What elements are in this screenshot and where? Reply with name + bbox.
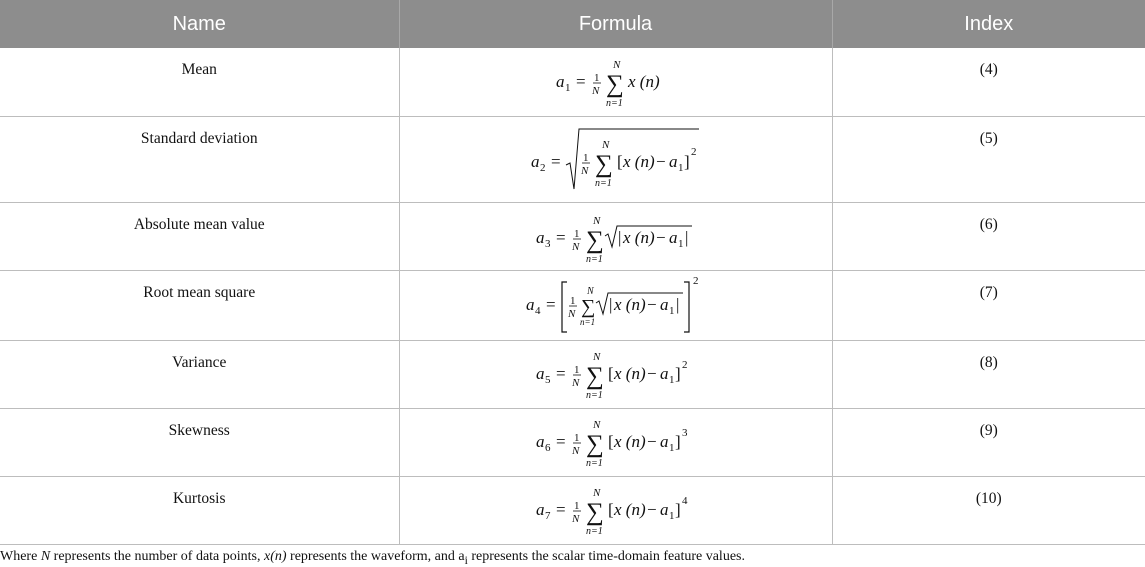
svg-text:[: [ xyxy=(607,500,614,519)
fraction-den: N xyxy=(591,84,599,97)
svg-text:N: N xyxy=(571,377,579,389)
row-formula xyxy=(399,48,832,116)
svg-text:6: 6 xyxy=(544,442,550,454)
svg-text:−: − xyxy=(646,295,657,314)
svg-text:1: 1 xyxy=(668,374,674,386)
svg-text:a: a xyxy=(530,152,539,171)
svg-text:−: − xyxy=(646,432,657,451)
row-formula xyxy=(399,340,832,408)
row-index: (10) xyxy=(832,476,1145,544)
row-formula xyxy=(399,202,832,270)
svg-text:n=1: n=1 xyxy=(585,390,603,401)
svg-text:N: N xyxy=(580,165,588,177)
equals-sign: = xyxy=(575,71,586,91)
svg-text:N: N xyxy=(592,487,600,499)
svg-text:=: = xyxy=(545,295,556,314)
table-row xyxy=(0,116,1145,202)
svg-text:[: [ xyxy=(607,432,614,451)
svg-text:|: | xyxy=(675,295,679,314)
svg-text:n=1: n=1 xyxy=(594,178,612,189)
table-row xyxy=(0,48,1145,116)
svg-text:−: − xyxy=(655,152,666,171)
svg-text:2: 2 xyxy=(539,162,545,174)
row-name: Absolute mean value xyxy=(0,202,399,270)
svg-text:N: N xyxy=(586,286,594,297)
svg-text:[: [ xyxy=(616,152,623,171)
header-formula: Formula xyxy=(399,0,832,48)
svg-text:n=1: n=1 xyxy=(585,254,603,265)
row-index: (6) xyxy=(832,202,1145,270)
svg-text:n=1: n=1 xyxy=(585,458,603,469)
svg-text:x (n): x (n) xyxy=(613,432,646,451)
table-row xyxy=(0,476,1145,544)
row-index: (9) xyxy=(832,408,1145,476)
svg-text:1: 1 xyxy=(573,364,579,376)
svg-text:a: a xyxy=(659,364,668,383)
svg-text:a: a xyxy=(659,295,668,314)
footnote-N: N xyxy=(40,549,51,564)
svg-text:−: − xyxy=(646,500,657,519)
svg-text:]: ] xyxy=(683,152,690,171)
svg-text:2: 2 xyxy=(690,146,696,158)
svg-text:∑: ∑ xyxy=(594,151,613,178)
svg-text:N: N xyxy=(592,215,600,227)
formula-rms xyxy=(526,274,706,336)
svg-text:5: 5 xyxy=(544,374,550,386)
formula-variance xyxy=(536,344,696,404)
table-row xyxy=(0,340,1145,408)
row-index: (7) xyxy=(832,270,1145,340)
svg-text:=: = xyxy=(555,432,566,451)
svg-text:x (n): x (n) xyxy=(613,364,646,383)
header-name: Name xyxy=(0,0,399,48)
svg-text:a: a xyxy=(535,228,544,247)
svg-text:∑: ∑ xyxy=(580,296,595,318)
svg-text:N: N xyxy=(592,419,600,431)
formula-sub: 1 xyxy=(564,81,570,94)
svg-text:1: 1 xyxy=(569,295,575,307)
svg-text:x (n): x (n) xyxy=(613,500,646,519)
svg-text:a: a xyxy=(535,432,544,451)
svg-text:3: 3 xyxy=(544,238,550,250)
row-name: Variance xyxy=(0,340,399,408)
svg-text:n=1: n=1 xyxy=(585,526,603,537)
svg-text:∑: ∑ xyxy=(585,431,604,458)
header-row xyxy=(0,0,1145,48)
row-name: Skewness xyxy=(0,408,399,476)
svg-text:2: 2 xyxy=(681,359,687,371)
svg-text:]: ] xyxy=(674,364,681,383)
big-bracket-left xyxy=(562,282,567,332)
formula-var: a xyxy=(555,71,564,91)
svg-text:a: a xyxy=(525,295,534,314)
table-footnote: Where N represents the number of data points, x(n) represents the waveform, and $a_i$ represents the scalar time-domain feature values. xyxy=(0,549,745,567)
row-formula xyxy=(399,116,832,202)
row-index: (4) xyxy=(832,48,1145,116)
svg-text:−: − xyxy=(655,228,666,247)
footnote-xn: x(n) xyxy=(263,549,287,564)
svg-text:1: 1 xyxy=(668,442,674,454)
footnote-sub: i xyxy=(464,553,468,567)
svg-text:N: N xyxy=(571,513,579,525)
svg-text:1: 1 xyxy=(677,238,683,250)
row-name: Root mean square xyxy=(0,270,399,340)
svg-text:a: a xyxy=(659,500,668,519)
svg-text:a: a xyxy=(659,432,668,451)
svg-text:a: a xyxy=(668,152,677,171)
svg-text:N: N xyxy=(567,308,575,320)
row-name: Standard deviation xyxy=(0,116,399,202)
row-name: Kurtosis xyxy=(0,476,399,544)
svg-text:∑: ∑ xyxy=(585,499,604,526)
row-index: (8) xyxy=(832,340,1145,408)
svg-text:N: N xyxy=(571,445,579,457)
svg-text:=: = xyxy=(550,152,561,171)
table-row xyxy=(0,408,1145,476)
row-index: (5) xyxy=(832,116,1145,202)
table-row xyxy=(0,202,1145,270)
svg-text:=: = xyxy=(555,228,566,247)
row-formula xyxy=(399,476,832,544)
svg-text:|: | xyxy=(684,228,688,247)
svg-text:1: 1 xyxy=(668,305,674,317)
svg-text:=: = xyxy=(555,364,566,383)
formula-skewness xyxy=(536,412,696,472)
svg-text:1: 1 xyxy=(677,162,683,174)
svg-text:[: [ xyxy=(607,364,614,383)
svg-text:x (n): x (n) xyxy=(622,152,655,171)
svg-text:|: | xyxy=(608,295,612,314)
svg-text:x (n): x (n) xyxy=(622,228,655,247)
row-name: Mean xyxy=(0,48,399,116)
big-bracket-right xyxy=(684,282,689,332)
svg-text:∑: ∑ xyxy=(585,227,604,254)
svg-text:a: a xyxy=(535,364,544,383)
svg-text:1: 1 xyxy=(573,432,579,444)
svg-text:7: 7 xyxy=(544,510,550,522)
row-formula xyxy=(399,270,832,340)
sum-upper: N xyxy=(612,58,620,71)
svg-text:1: 1 xyxy=(582,152,588,164)
svg-text:N: N xyxy=(592,351,600,363)
sum-symbol: ∑ xyxy=(605,70,624,98)
fraction-num: 1 xyxy=(593,71,599,84)
svg-text:2: 2 xyxy=(692,275,698,287)
svg-text:a: a xyxy=(535,500,544,519)
svg-text:4: 4 xyxy=(681,495,687,507)
formula-mean xyxy=(556,52,676,112)
formula-kurtosis xyxy=(536,480,696,540)
table-row xyxy=(0,270,1145,340)
x-of-n: x (n) xyxy=(627,71,660,91)
svg-text:1: 1 xyxy=(573,228,579,240)
svg-text:1: 1 xyxy=(573,500,579,512)
header-index: Index xyxy=(832,0,1145,48)
svg-text:]: ] xyxy=(674,500,681,519)
svg-text:4: 4 xyxy=(534,305,540,317)
svg-text:]: ] xyxy=(674,432,681,451)
svg-text:=: = xyxy=(555,500,566,519)
svg-text:|: | xyxy=(617,228,621,247)
svg-text:x (n): x (n) xyxy=(613,295,646,314)
svg-text:a: a xyxy=(668,228,677,247)
svg-text:−: − xyxy=(646,364,657,383)
svg-text:1: 1 xyxy=(668,510,674,522)
formula-std-dev xyxy=(531,123,701,195)
svg-text:∑: ∑ xyxy=(585,363,604,390)
svg-text:3: 3 xyxy=(681,427,687,439)
svg-text:N: N xyxy=(601,139,609,151)
svg-text:n=1: n=1 xyxy=(579,317,595,327)
row-formula xyxy=(399,408,832,476)
formula-abs-mean xyxy=(536,206,696,266)
sum-lower: n=1 xyxy=(605,97,623,109)
svg-text:N: N xyxy=(571,241,579,253)
